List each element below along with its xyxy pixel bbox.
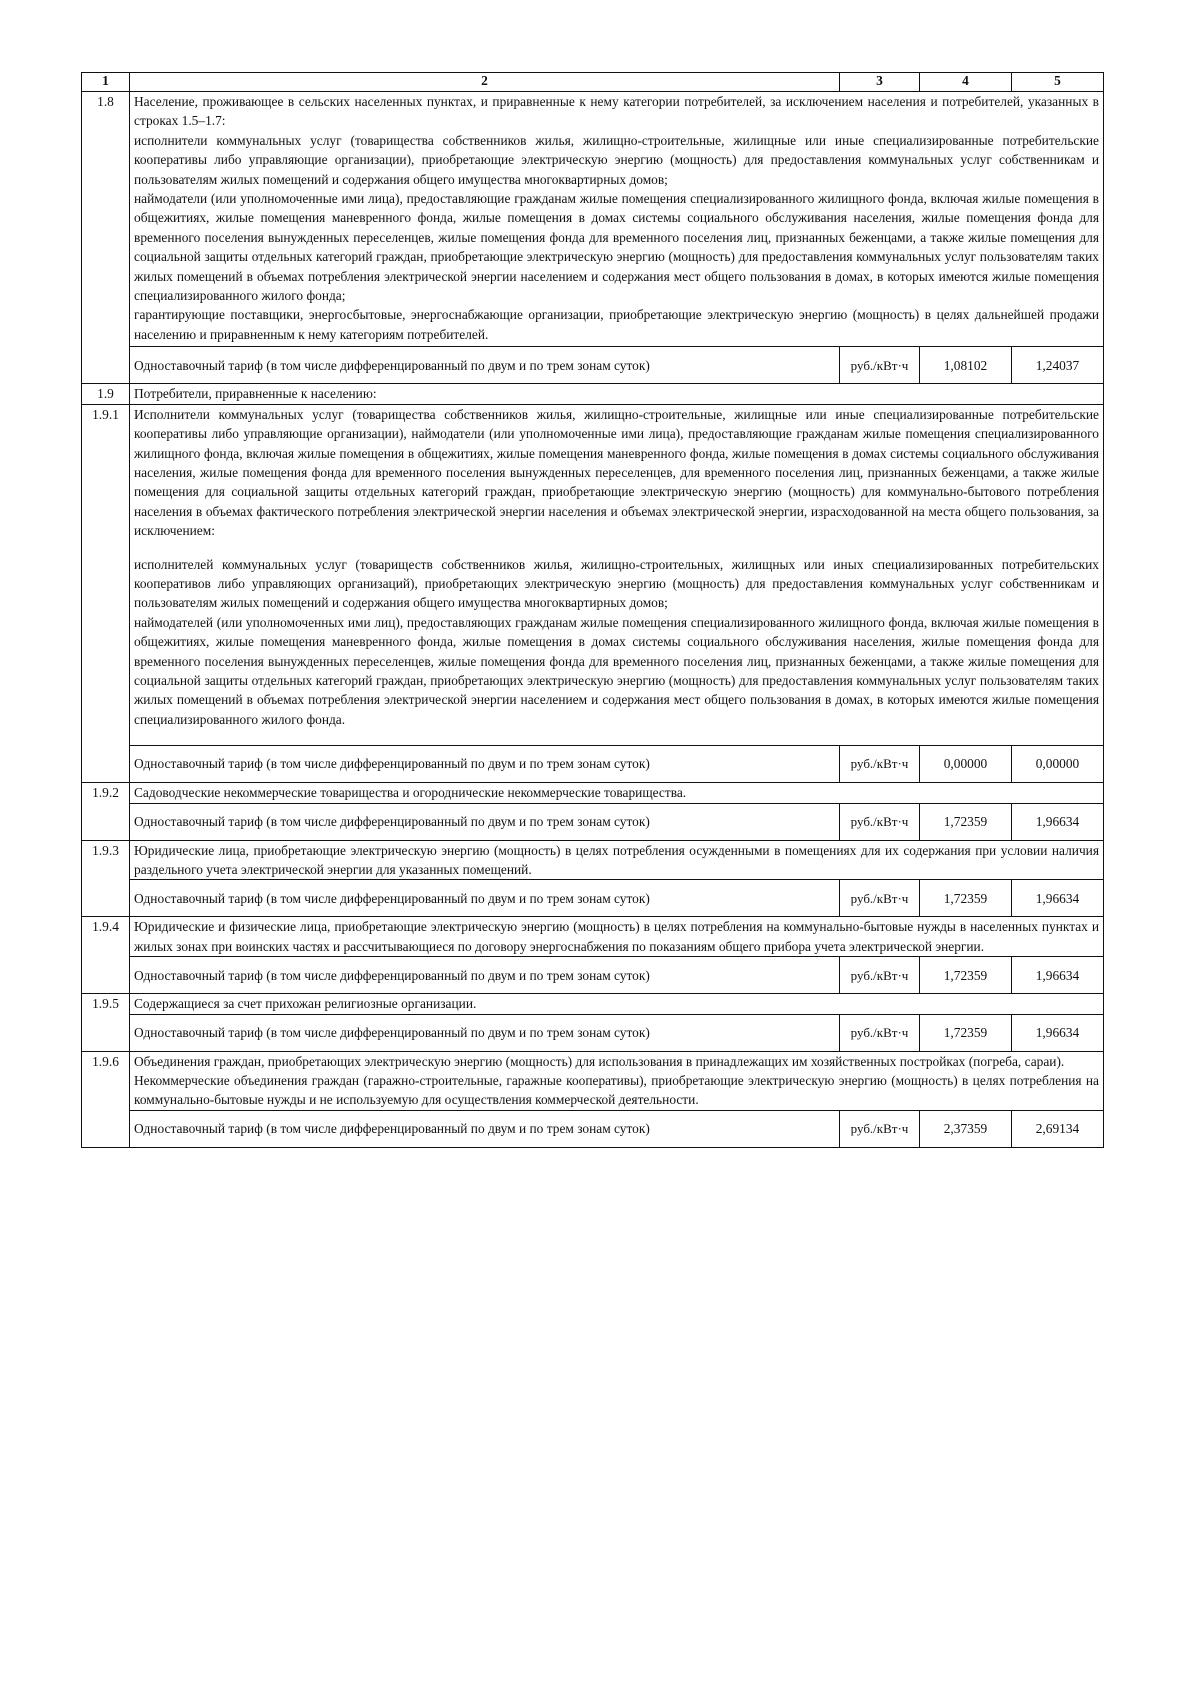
tariff-value-col4: 1,72359 [920, 1014, 1012, 1051]
row-number: 1.9.2 [82, 783, 130, 840]
row-number: 1.9.5 [82, 994, 130, 1051]
tariff-unit: руб./кВт·ч [840, 746, 920, 783]
tariff-label: Одноставочный тариф (в том числе дифференцированный по двум и по трем зонам суток) [130, 880, 840, 917]
tariff-row-1-8 [82, 347, 1104, 384]
tariff-value-col4: 2,37359 [920, 1110, 1012, 1147]
tariff-row-1-9-5 [82, 1014, 1104, 1051]
row-description [130, 92, 1104, 347]
tariff-unit: руб./кВт·ч [840, 880, 920, 917]
paragraph: наймодателей (или уполномоченных ими лиц), предоставляющих гражданам жилые помещения специализированного жилищного фонда, включая жилые помещения в общежитиях, жилые помещения маневренного фонда, жилые помещения в домах системы социального обслуживания населения, жилые помещения фонда для временного поселения вынужденных переселенцев, жилые помещения фонда для временного поселения лиц, признанных беженцами, а также жилые помещения для социальной защиты отдельных категорий граждан, приобретающих электрическую энергию (мощность) для предоставления коммунальных услуг пользователям таких жилых помещений в объемах потребления электрической энергии населением и содержания мест общего пользования в домах, в которых имеются жилые помещения специализированного жилого фонда. [134, 614, 1099, 727]
tariff-value-col4: 0,00000 [920, 746, 1012, 783]
tariff-value-col4: 1,72359 [920, 957, 1012, 994]
column-header-5: 5 [1012, 73, 1104, 92]
paragraph: Юридические лица, приобретающие электрическую энергию (мощность) в целях потребления осужденными в помещениях для их содержания при условии наличия раздельного учета электрической энергии для указанных помещений. [134, 842, 1099, 877]
tariff-value-col5: 1,96634 [1012, 803, 1104, 840]
row-description [130, 404, 1104, 746]
tariff-row-1-9-2 [82, 803, 1104, 840]
tariff-row-1-9-4 [82, 957, 1104, 994]
tariff-value-col4: 1,72359 [920, 803, 1012, 840]
row-number: 1.9.3 [82, 840, 130, 917]
tariff-row-1-9-3 [82, 880, 1104, 917]
row-number: 1.9.1 [82, 404, 130, 783]
paragraph: Садоводческие некоммерческие товарищества и огороднические некоммерческие товарищества. [134, 785, 687, 801]
tariff-label: Одноставочный тариф (в том числе дифференцированный по двум и по трем зонам суток) [130, 957, 840, 994]
tariff-table [81, 72, 1104, 1148]
tariff-value-col4: 1,08102 [920, 347, 1012, 384]
tariff-value-col5: 1,96634 [1012, 1014, 1104, 1051]
table-row-1-9-5 [82, 994, 1104, 1014]
tariff-unit: руб./кВт·ч [840, 1014, 920, 1051]
paragraph: Потребители, приравненные к населению: [134, 386, 377, 402]
column-header-2: 2 [130, 73, 840, 92]
table-row-1-9-4 [82, 917, 1104, 957]
tariff-value-col5: 1,96634 [1012, 880, 1104, 917]
row-description [130, 783, 1104, 803]
tariff-label: Одноставочный тариф (в том числе дифференцированный по двум и по трем зонам суток) [130, 347, 840, 384]
tariff-unit: руб./кВт·ч [840, 1110, 920, 1147]
paragraph: Некоммерческие объединения граждан (гаражно-строительные, гаражные кооперативы), приобретающие электрическую энергию (мощность) в целях потребления на коммунально-бытовые нужды и не используемую для осуществления коммерческой деятельности. [134, 1073, 1099, 1108]
table-row-1-9 [82, 384, 1104, 404]
tariff-label: Одноставочный тариф (в том числе дифференцированный по двум и по трем зонам суток) [130, 746, 840, 783]
tariff-label: Одноставочный тариф (в том числе дифференцированный по двум и по трем зонам суток) [130, 1110, 840, 1147]
tariff-value-col5: 2,69134 [1012, 1110, 1104, 1147]
table-row-1-9-1 [82, 404, 1104, 746]
tariff-row-1-9-1 [82, 746, 1104, 783]
paragraph: исполнителей коммунальных услуг (товариществ собственников жилья, жилищно-строительных, жилищных или иных специализированных потребительских кооперативов либо управляющих организаций), приобретающих электрическую энергию (мощность) для предоставления коммунальных услуг собственникам и пользователям жилых помещений и содержания общего имущества многоквартирных домов; [134, 556, 1099, 611]
paragraph: Юридические и физические лица, приобретающие электрическую энергию (мощность) в целях потребления на коммунально-бытовые нужды в населенных пунктах и жилых зонах при воинских частях и рассчитывающиеся по договору энергоснабжения по показаниям общего прибора учета электрической энергии. [134, 919, 1099, 954]
tariff-value-col5: 1,24037 [1012, 347, 1104, 384]
tariff-value-col4: 1,72359 [920, 880, 1012, 917]
paragraph: Население, проживающее в сельских населенных пунктах, и приравненные к нему категории потребителей, за исключением населения и потребителей, указанных в строках 1.5–1.7: [134, 94, 1099, 129]
column-header-1: 1 [82, 73, 130, 92]
paragraph: гарантирующие поставщики, энергосбытовые, энергоснабжающие организации, приобретающие электрическую энергию (мощность) в целях дальнейшей продажи населению и приравненным к нему категориям потребителей. [134, 307, 1099, 342]
row-description [130, 840, 1104, 880]
row-number: 1.9 [82, 384, 130, 404]
table-row-1-8 [82, 92, 1104, 347]
row-number: 1.9.6 [82, 1051, 130, 1147]
row-number: 1.8 [82, 92, 130, 384]
row-description [130, 1051, 1104, 1110]
row-number: 1.9.4 [82, 917, 130, 994]
tariff-unit: руб./кВт·ч [840, 347, 920, 384]
tariff-unit: руб./кВт·ч [840, 957, 920, 994]
table-row-1-9-3 [82, 840, 1104, 880]
table-row-1-9-6 [82, 1051, 1104, 1110]
tariff-value-col5: 0,00000 [1012, 746, 1104, 783]
paragraph: исполнители коммунальных услуг (товарищества собственников жилья, жилищно-строительные, жилищные или иные специализированные потребительские кооперативы либо управляющие организации), приобретающие электрическую энергию (мощность) для предоставления коммунальных услуг собственникам и пользователям жилых помещений и содержания общего имущества многоквартирных домов; [134, 132, 1099, 187]
row-description [130, 384, 1104, 404]
paragraph: Объединения граждан, приобретающих электрическую энергию (мощность) для использования в принадлежащих им хозяйственных постройках (погреба, сараи). [134, 1053, 1065, 1069]
tariff-label: Одноставочный тариф (в том числе дифференцированный по двум и по трем зонам суток) [130, 1014, 840, 1051]
row-description [130, 994, 1104, 1014]
paragraph: Содержащиеся за счет прихожан религиозные организации. [134, 996, 477, 1012]
tariff-value-col5: 1,96634 [1012, 957, 1104, 994]
tariff-label: Одноставочный тариф (в том числе дифференцированный по двум и по трем зонам суток) [130, 803, 840, 840]
paragraph: Исполнители коммунальных услуг (товарищества собственников жилья, жилищно-строительные, жилищные или иные специализированные потребительские кооперативы либо управляющие организации), наймодатели (или уполномоченные ими лица), предоставляющие гражданам жилые помещения специализированного жилищного фонда, включая жилые помещения в общежитиях, жилые помещения маневренного фонда, жилые помещения в домах системы социального обслуживания населения, жилые помещения фонда для временного поселения вынужденных переселенцев, для временного поселения лиц, признанных беженцами, а также жилые помещения для социальной защиты отдельных категорий граждан, приобретающие электрическую энергию (мощность) для коммунально-бытового потребления населения в объемах фактического потребления электрической энергии населения и объемах электрической энергии, израсходованной на места общего пользования, за исключением: [134, 406, 1099, 539]
table-header-row [82, 73, 1104, 92]
column-header-4: 4 [920, 73, 1012, 92]
tariff-row-1-9-6 [82, 1110, 1104, 1147]
row-description [130, 917, 1104, 957]
column-header-3: 3 [840, 73, 920, 92]
table-row-1-9-2 [82, 783, 1104, 803]
tariff-unit: руб./кВт·ч [840, 803, 920, 840]
paragraph: наймодатели (или уполномоченные ими лица), предоставляющие гражданам жилые помещения специализированного жилищного фонда, включая жилые помещения в общежитиях, жилые помещения маневренного фонда, жилые помещения в домах системы социального обслуживания населения, жилые помещения фонда для временного поселения вынужденных переселенцев, жилые помещения фонда для временного поселения лиц, признанных беженцами, а также жилые помещения для социальной защиты отдельных категорий граждан, приобретающие электрическую энергию (мощность) для предоставления коммунальных услуг пользователям таких жилых помещений в объемах потребления электрической энергии населением и содержания мест общего пользования в домах, в которых имеются жилые помещения специализированного жилого фонда; [134, 191, 1099, 304]
